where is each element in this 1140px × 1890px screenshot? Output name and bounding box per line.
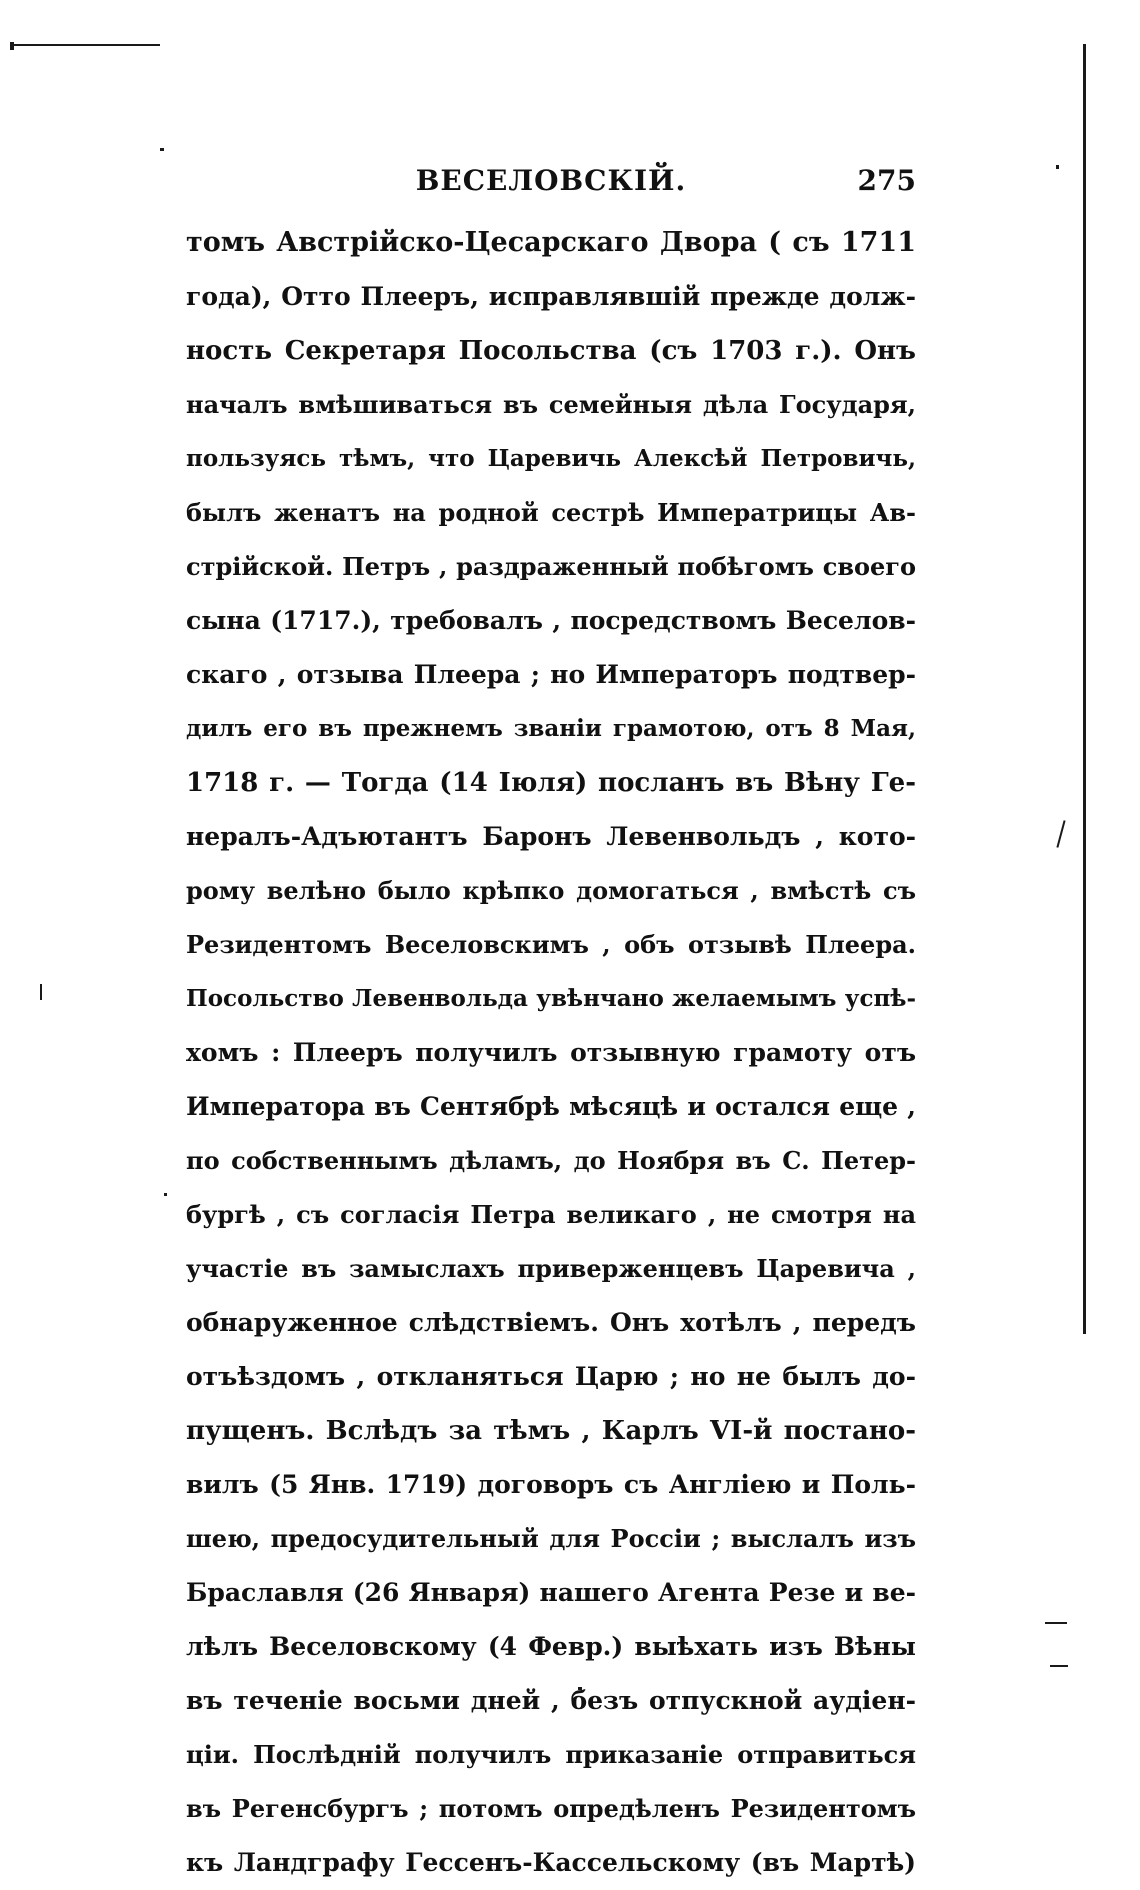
page-header xyxy=(186,160,916,202)
text-line: въ теченіе восьми дней , безъ отпускной аудіен- xyxy=(186,1686,916,1715)
text-line: стрійской. Петръ , раздраженный побѣгомъ своего xyxy=(186,552,916,581)
running-head: ВЕСЕЛОВСКІЙ. xyxy=(415,164,687,197)
page-number: 275 xyxy=(857,164,916,197)
text-line: скаго , отзыва Плеера ; но Императоръ подтвер- xyxy=(186,660,916,689)
text-line: вилъ (5 Янв. 1719) договоръ съ Англіею и Поль- xyxy=(186,1470,916,1499)
text-line: Императора въ Сентябрѣ мѣсяцѣ и остался еще , xyxy=(186,1092,916,1121)
text-line: по собственнымъ дѣламъ, до Ноября въ С. Петер- xyxy=(186,1146,916,1175)
scan-speck xyxy=(160,148,164,151)
text-line: сына (1717.), требовалъ , посредствомъ Веселов- xyxy=(186,606,916,635)
text-line: хомъ : Плееръ получилъ отзывную грамоту отъ xyxy=(186,1038,916,1067)
scan-speck xyxy=(1050,1665,1068,1667)
text-line: рому велѣно было крѣпко домогаться , вмѣстѣ съ xyxy=(186,876,916,905)
scan-speck xyxy=(1056,165,1059,169)
text-line: Браславля (26 Января) нашего Агента Резе и ве- xyxy=(186,1578,916,1607)
scan-speck xyxy=(164,1193,167,1196)
text-line: нералъ-Адъютантъ Баронъ Левенвольдъ , кото- xyxy=(186,822,916,851)
text-line: отъѣздомъ , откланяться Царю ; но не былъ до- xyxy=(186,1362,916,1391)
text-line: участіе въ замыслахъ приверженцевъ Царевича , xyxy=(186,1254,916,1283)
text-line: ность Секретаря Посольства (съ 1703 г.). Онъ xyxy=(186,336,916,366)
text-line: шею, предосудительный для Россіи ; выслалъ изъ xyxy=(186,1524,916,1553)
text-line: обнаруженное слѣдствіемъ. Онъ хотѣлъ , передъ xyxy=(186,1308,916,1337)
body-text xyxy=(186,216,916,1890)
scan-speck xyxy=(40,984,42,1000)
text-line: пользуясь тѣмъ, что Царевичь Алексѣй Петровичь, xyxy=(186,445,916,472)
text-line: дилъ его въ прежнемъ званіи грамотою, отъ 8 Мая, xyxy=(186,715,916,742)
text-line: къ Ландграфу Гессенъ-Кассельскому (въ Мартѣ) xyxy=(186,1848,916,1877)
scan-edge-line xyxy=(10,44,160,46)
text-line: томъ Австрійско-Цесарскаго Двора ( съ 1711 xyxy=(186,227,916,258)
scan-speck xyxy=(1056,820,1065,848)
text-line: пущенъ. Вслѣдъ за тѣмъ , Карлъ VI-й постано- xyxy=(186,1416,916,1446)
text-line: лѣлъ Веселовскому (4 Февр.) выѣхать изъ Вѣны xyxy=(186,1632,916,1661)
text-line: бургѣ , съ согласія Петра великаго , не смотря на xyxy=(186,1200,916,1229)
scan-edge-tick xyxy=(10,42,14,50)
text-line: Резидентомъ Веселовскимъ , объ отзывѣ Плеера. xyxy=(186,930,916,959)
text-line: былъ женатъ на родной сестрѣ Императрицы Ав- xyxy=(186,498,916,527)
page-edge-line xyxy=(1083,44,1086,1334)
text-line: ціи. Послѣдній получилъ приказаніе отправиться xyxy=(186,1740,916,1769)
scan-speck xyxy=(1045,1622,1067,1624)
text-line: началъ вмѣшиваться въ семейныя дѣла Государя, xyxy=(186,390,916,419)
text-line: 1718 г. — Тогда (14 Іюля) посланъ въ Вѣну Ге- xyxy=(186,768,916,798)
text-line: въ Регенсбургъ ; потомъ опредѣленъ Резидентомъ xyxy=(186,1794,916,1823)
text-line: Посольство Левенвольда увѣнчано желаемымъ успѣ- xyxy=(186,985,916,1012)
text-line: года), Отто Плееръ, исправлявшій прежде долж- xyxy=(186,282,916,311)
